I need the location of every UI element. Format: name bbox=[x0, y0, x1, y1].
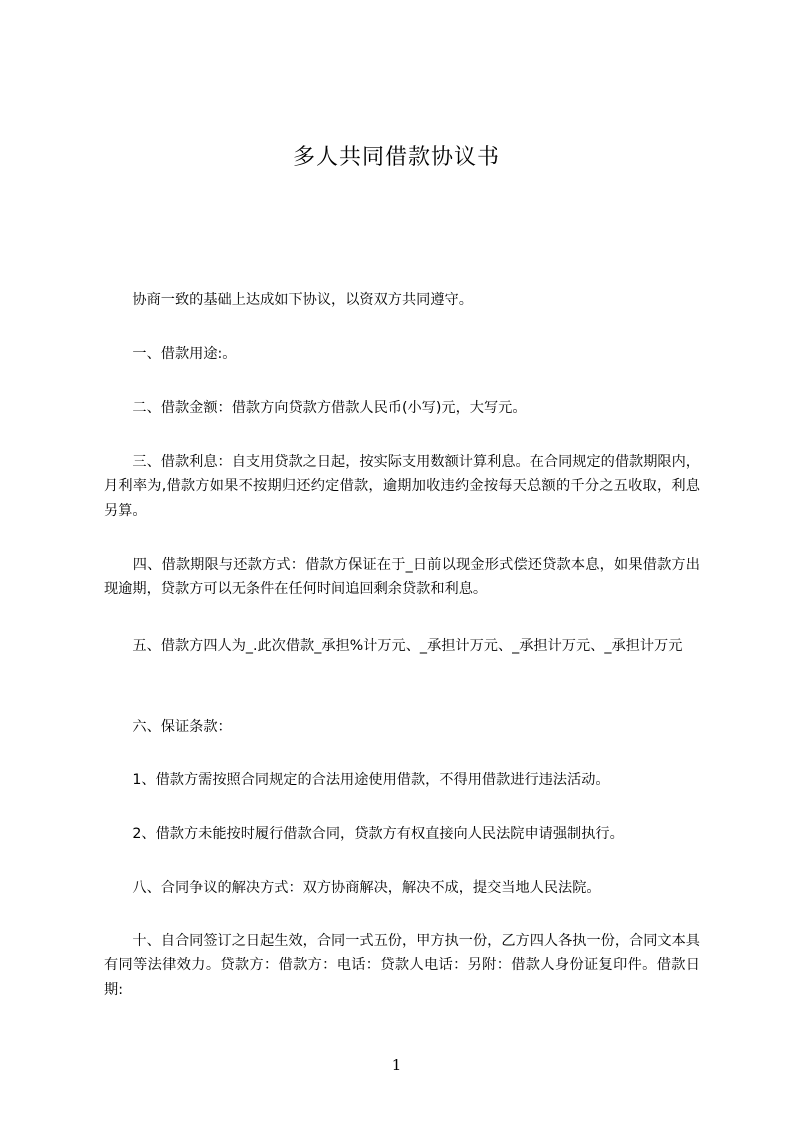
paragraph-borrowers: 五、借款方四人为_.此次借款_承担%计万元、_承担计万元、_承担计万元、_承担计万元 bbox=[104, 638, 683, 654]
page-number: 1 bbox=[391, 1056, 402, 1074]
paragraph-loan-amount: 二、借款金额：借款方向贷款方借款人民币(小写)元，大写元。 bbox=[104, 400, 527, 416]
paragraph-guarantee-2: 2、借款方未能按时履行借款合同，贷款方有权直接向人民法院申请强制执行。 bbox=[104, 826, 624, 842]
paragraph-loan-interest: 三、借款利息：自支用贷款之日起，按实际支用数额计算利息。在合同规定的借款期限内，月利率为,借款方如果不按期归还约定借款，逾期加收违约金按每天总额的千分之五收取，利息另算。 bbox=[104, 454, 700, 519]
paragraph-guarantee-1: 1、借款方需按照合同规定的合法用途使用借款，不得用借款进行违法活动。 bbox=[104, 772, 610, 788]
paragraph-dispute: 八、合同争议的解决方式：双方协商解决，解决不成，提交当地人民法院。 bbox=[104, 880, 601, 896]
paragraph-loan-term: 四、借款期限与还款方式：借款方保证在于_日前以现金形式偿还贷款本息，如果借款方出现逾期，贷款方可以无条件在任何时间追回剩余贷款和利息。 bbox=[104, 557, 700, 598]
paragraph-guarantee-heading: 六、保证条款： bbox=[104, 719, 232, 735]
paragraph-effective: 十、自合同签订之日起生效，合同一式五份，甲方执一份，乙方四人各执一份，合同文本具有同等法律效力。贷款方：借款方：电话：贷款人电话：另附：借款人身份证复印件。借款日期: bbox=[104, 933, 700, 998]
paragraph-loan-purpose: 一、借款用途:。 bbox=[104, 346, 237, 362]
document-title: 多人共同借款协议书 bbox=[292, 145, 500, 170]
paragraph-preamble: 协商一致的基础上达成如下协议，以资双方共同遵守。 bbox=[104, 292, 473, 308]
